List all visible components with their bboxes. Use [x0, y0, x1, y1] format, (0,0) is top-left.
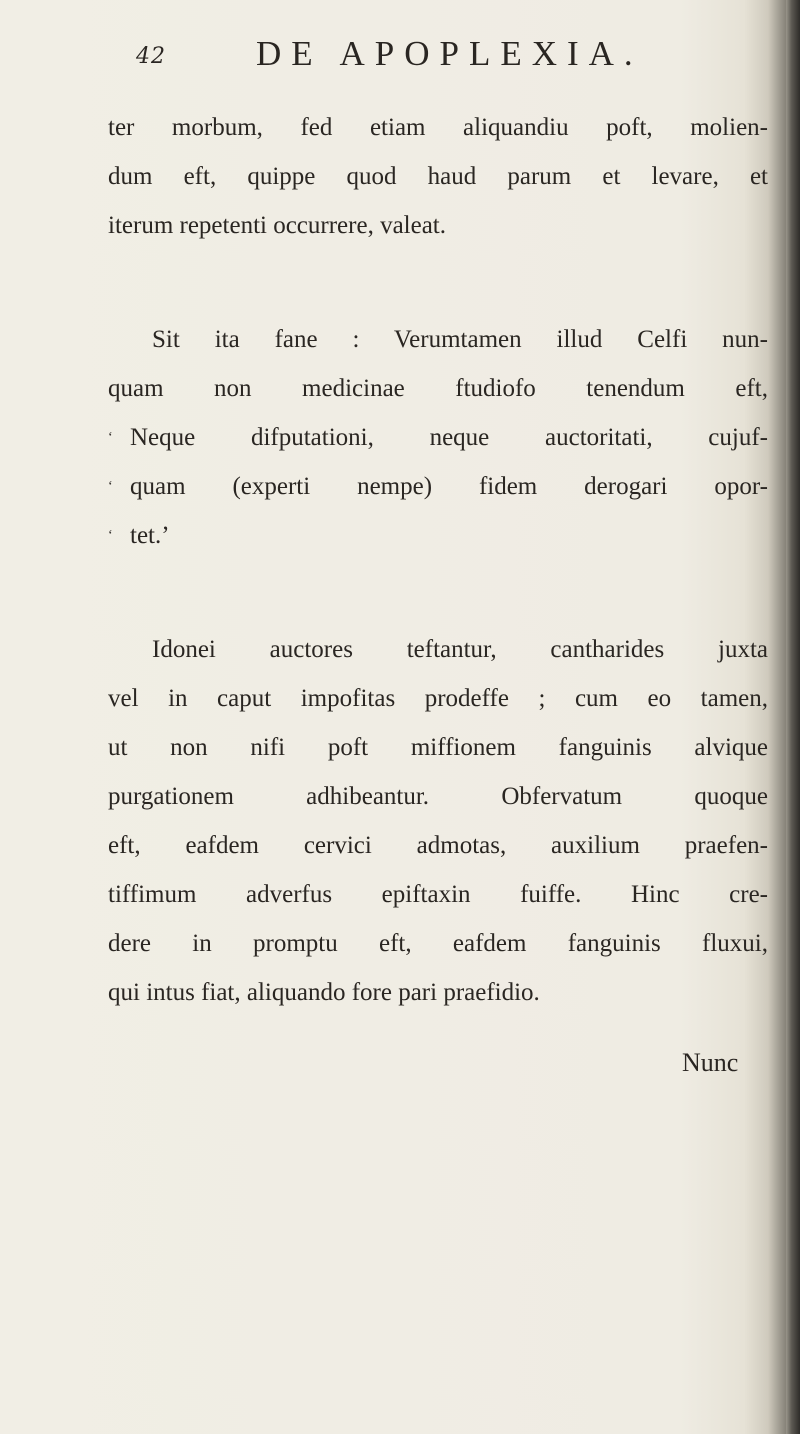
paragraph-3	[108, 625, 768, 1017]
text-line: iterum repetenti occurrere, valeat.	[108, 212, 447, 239]
text-line: dum eft, quippe quod haud parum et levare, et	[108, 163, 768, 190]
page-number: 42	[136, 44, 166, 69]
text-line: qui intus fiat, aliquando fore pari praefidio.	[108, 979, 540, 1006]
text-line: quam non medicinae ftudiofo tenendum eft,	[108, 375, 768, 402]
text-line: Sit ita fane : Verumtamen illud Celfi nun-	[152, 326, 768, 353]
text-line: tiffimum adverfus epiftaxin fuiffe. Hinc cre-	[108, 881, 768, 908]
paragraph-1	[108, 103, 768, 250]
quote-mark: ‘	[108, 430, 113, 445]
text-line: dere in promptu eft, eafdem fanguinis fluxui,	[108, 930, 768, 957]
text-line: Neque difputationi, neque auctoritati, cujuf-	[130, 424, 768, 451]
text-line: Idonei auctores teftantur, cantharides juxta	[152, 636, 768, 663]
quoted-line	[108, 462, 768, 511]
text-line: tet.’	[130, 522, 170, 549]
text-line: purgationem adhibeantur. Obfervatum quoque	[108, 783, 768, 810]
quote-mark: ‘	[108, 479, 113, 494]
quote-mark: ‘	[108, 528, 113, 543]
text-line: vel in caput impofitas prodeffe ; cum eo tamen,	[108, 685, 768, 712]
page-binding-edge	[786, 0, 800, 1434]
running-title: DE APOPLEXIA.	[256, 34, 643, 73]
catchword: Nunc	[682, 1048, 739, 1077]
text-line: ut non nifi poft miffionem fanguinis alvique	[108, 734, 768, 761]
quoted-line	[108, 511, 768, 560]
text-line: quam (experti nempe) fidem derogari opor-	[130, 473, 768, 500]
text-line: ter morbum, fed etiam aliquandiu poft, molien-	[108, 114, 768, 141]
paragraph-2	[108, 315, 768, 560]
quoted-line	[108, 413, 768, 462]
text-line: eft, eafdem cervici admotas, auxilium praefen-	[108, 832, 768, 859]
